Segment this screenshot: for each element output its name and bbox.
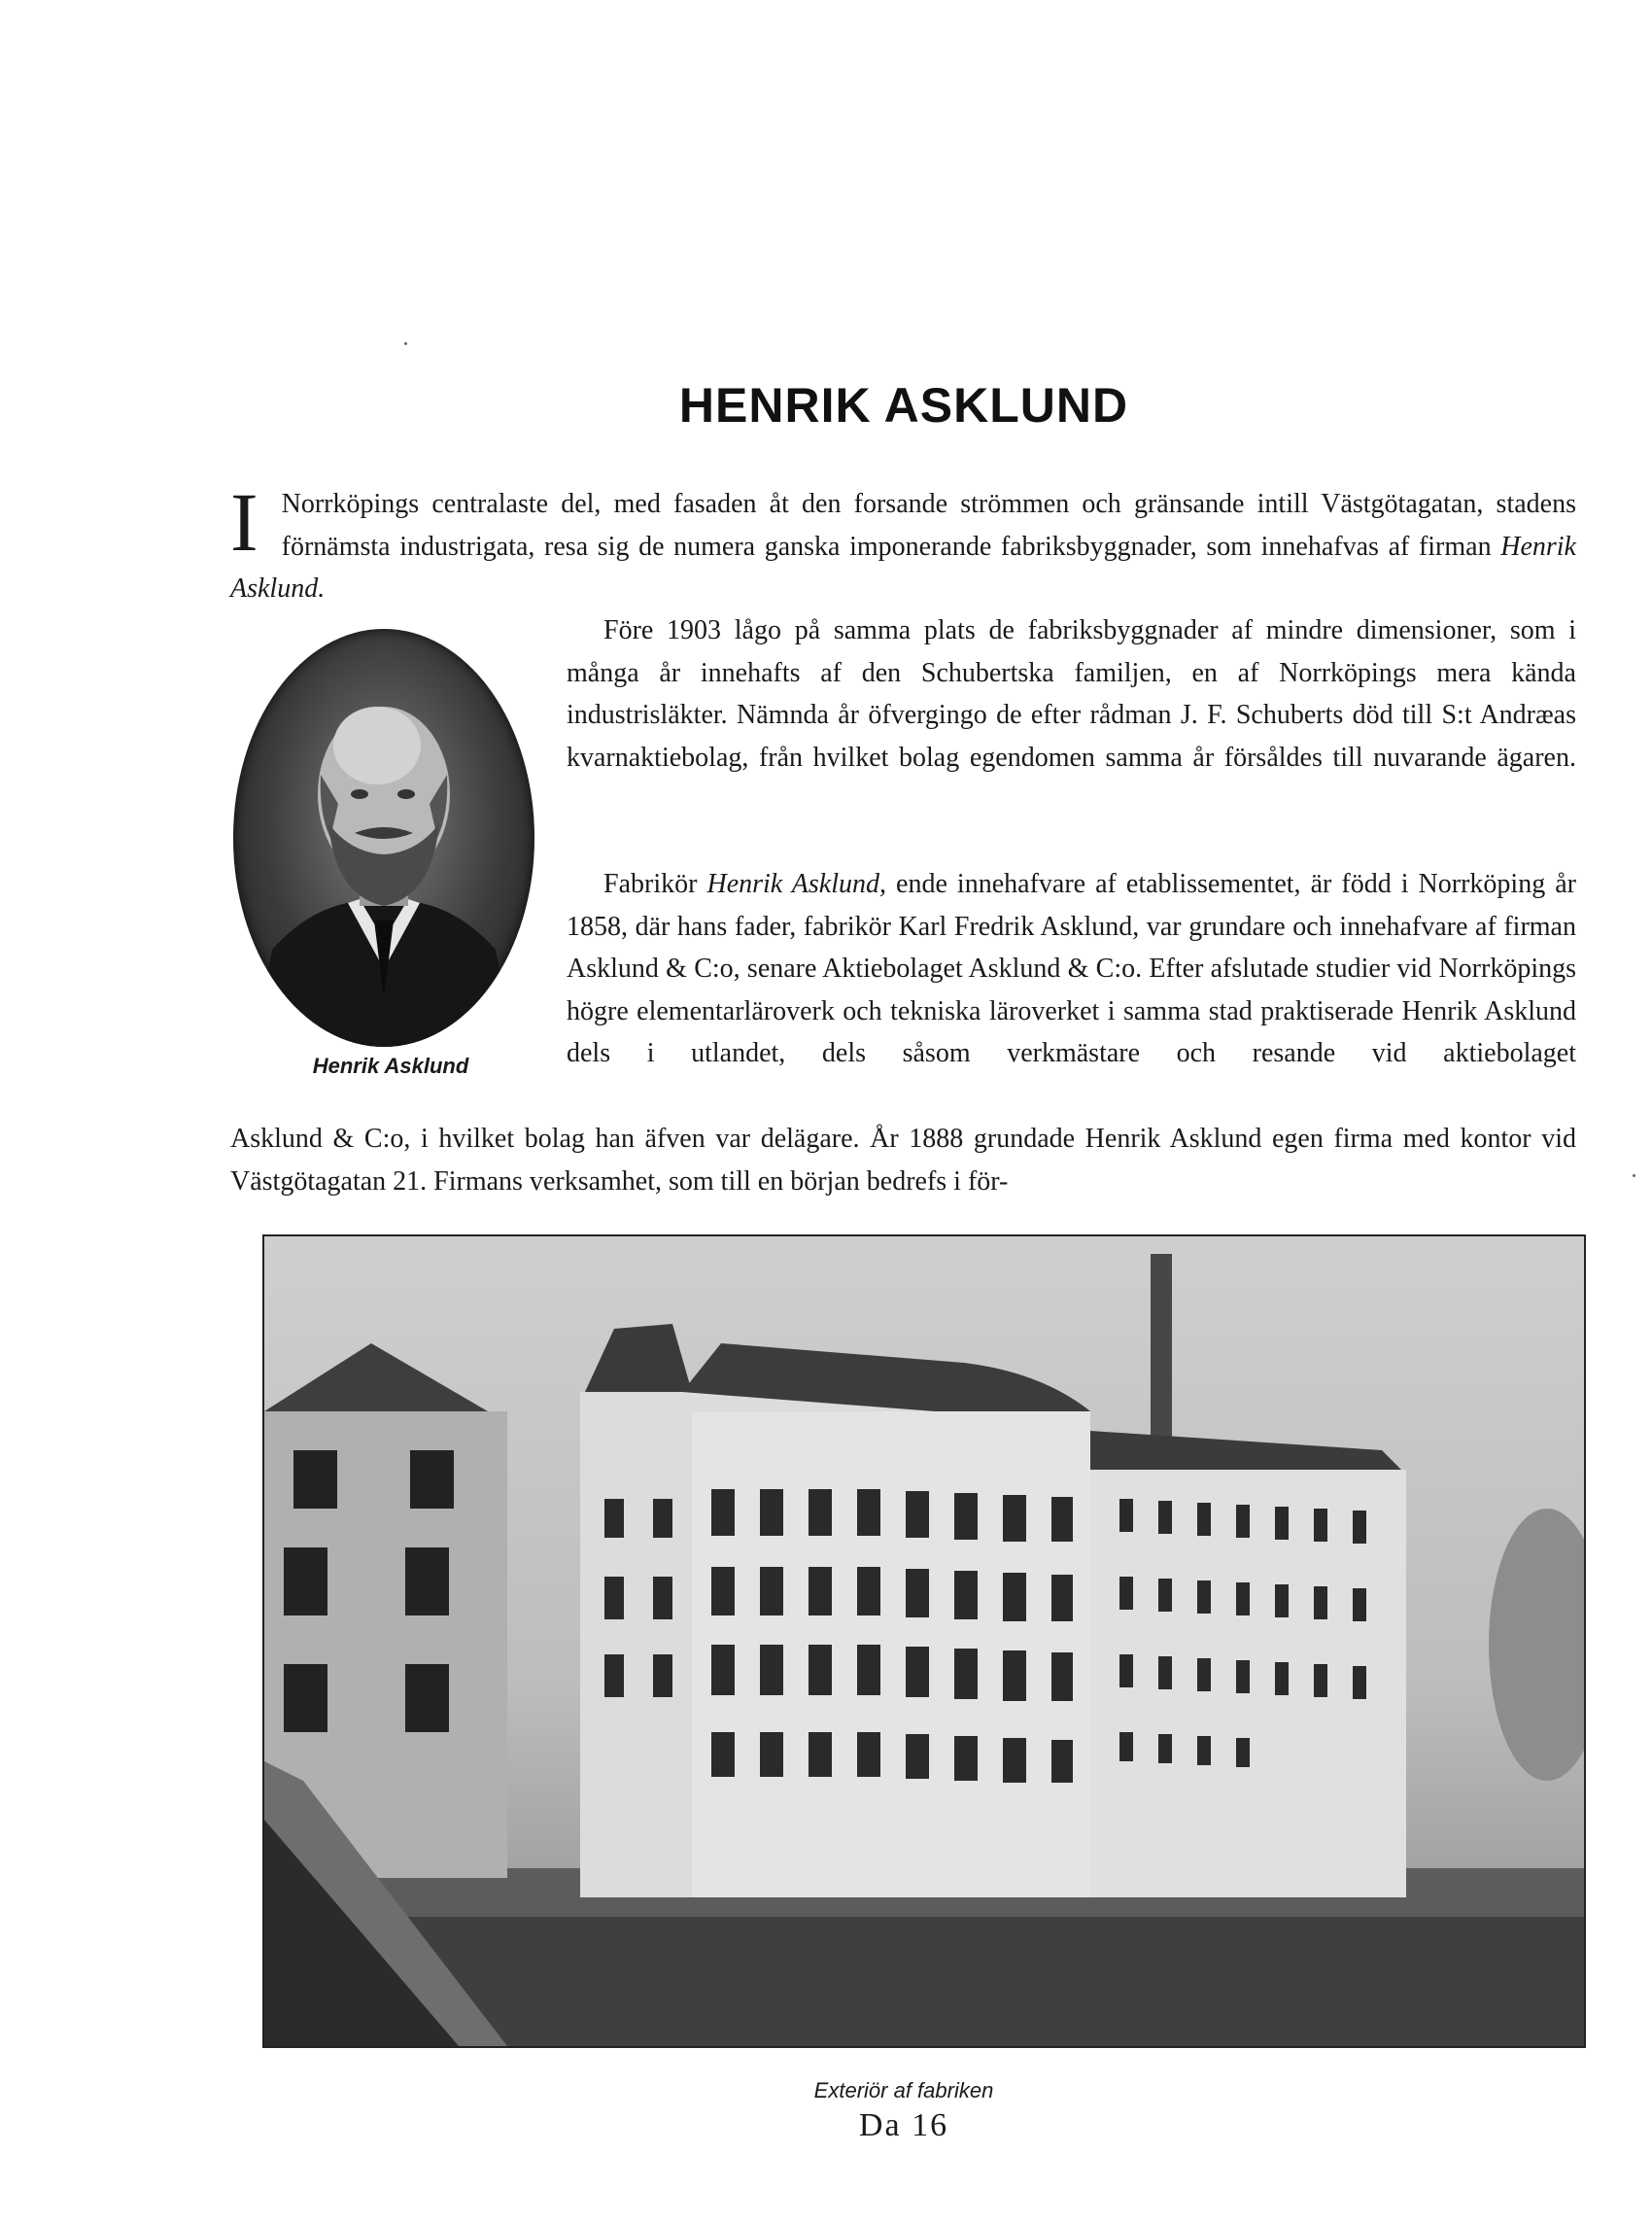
portrait-caption: Henrik Asklund xyxy=(312,1054,469,1078)
paragraph-biography-lead: Fabrikör xyxy=(603,869,698,899)
paragraph-history xyxy=(567,609,1576,779)
paragraph-biography xyxy=(567,863,1576,1075)
paragraph-intro xyxy=(230,475,1576,610)
scan-speck xyxy=(1633,1174,1635,1177)
factory-photo xyxy=(262,1234,1586,2048)
paragraph-firm-text: Asklund & C:o, i hvilket bolag han äfven var delägare. År 1888 grundade Henrik Asklund egen firma med kontor vid Västgötagatan 21. Firmans verksamhet, som till en början bedrefs i för- xyxy=(230,1124,1576,1197)
paragraph-history-text: Före 1903 lågo på samma plats de fabriksbyggnader af mindre dimensioner, som i många år innehafts af den Schubertska familjen, en af Norrköpings mera kända industrisläkter. Nämnda år öfvergingo de efter rådman J. F. Schuberts död till S:t Andræas kvarnaktiebolag, från hvilket bolag egendomen samma år försåldes till nuvarande ägaren. xyxy=(567,615,1576,773)
paragraph-firm xyxy=(230,1118,1576,1202)
page-number: Da 16 xyxy=(858,2107,949,2143)
factory-illustration xyxy=(264,1236,1584,2046)
firm-name: Henrik Asklund. xyxy=(230,531,1576,604)
paragraph-intro-text: Norrköpings centralaste del, med fasaden åt den forsande strömmen och gränsande intill Västgötagatan, stadens förnämsta industrigata, resa sig de numera ganska imponerande fabriksbyggnader, som innehafvas af firman xyxy=(281,489,1576,562)
paragraph-biography-text: ende innehafvare af etablissementet, är född i Norrköping år 1858, där hans fader, fabrikör Karl Fredrik Asklund, var grundare och innehafvare af firman Asklund & C:o, senare Aktiebolaget Asklund & C:o. Efter afslutade studier vid Norrköpings högre elementarläroverk och tekniska läroverket i samma stad praktiserade Henrik Asklund dels i utlandet, dels såsom verkmästare och resande vid aktiebolaget xyxy=(567,869,1577,1068)
owner-name: Henrik Asklund, xyxy=(706,869,886,899)
photo-caption: Exteriör af fabriken xyxy=(813,2078,994,2102)
scan-speck xyxy=(404,342,407,345)
portrait-photo xyxy=(233,629,534,1047)
portrait-illustration xyxy=(233,629,534,1047)
page-title: HENRIK ASKLUND xyxy=(678,378,1129,433)
drop-cap: I xyxy=(230,475,258,569)
